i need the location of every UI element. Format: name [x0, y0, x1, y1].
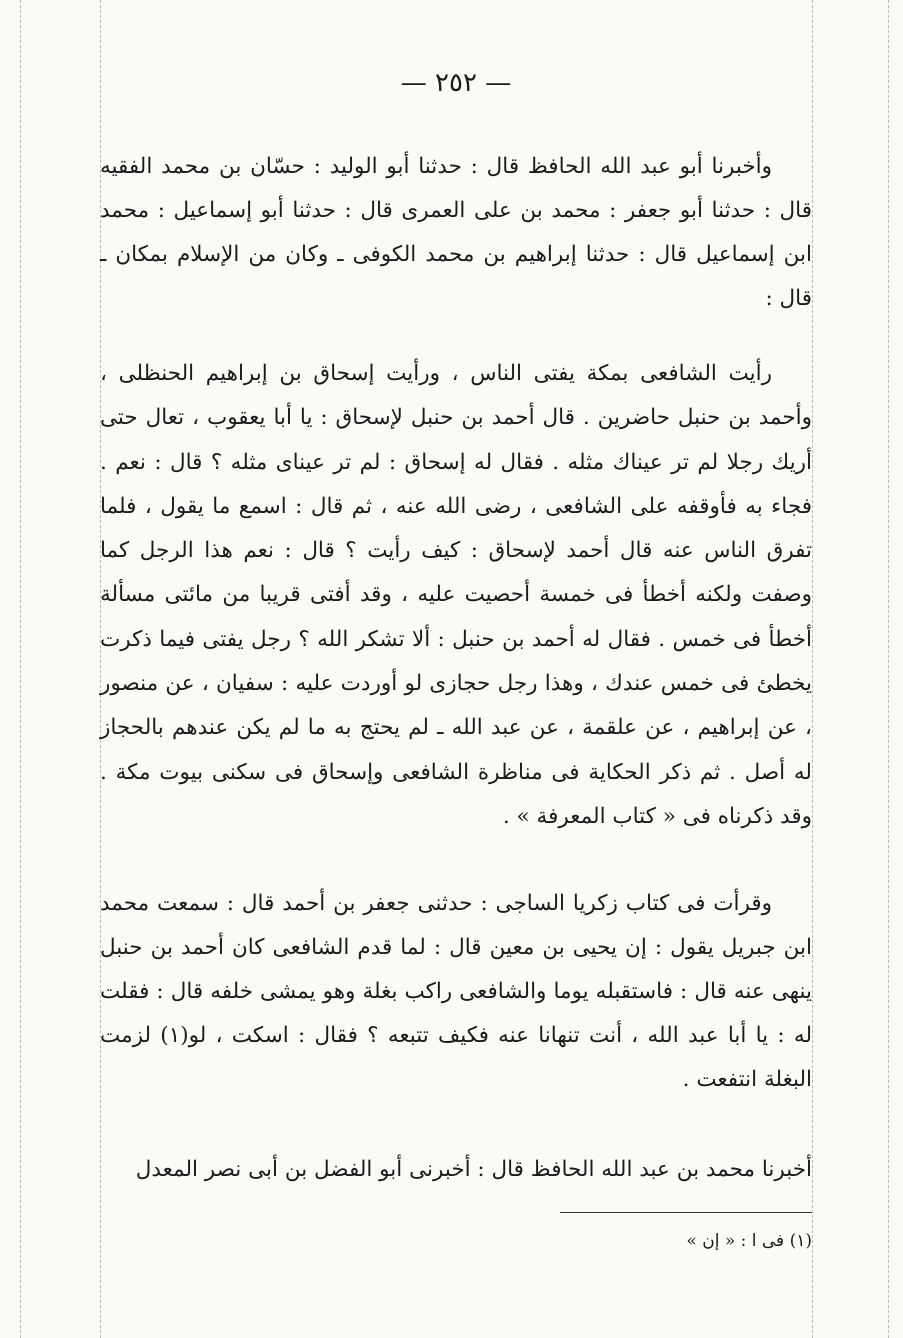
- paragraph-text: أخبرنا محمد بن عبد الله الحافظ قال : أخبرنى أبو الفضل بن أبى نصر المعدل: [135, 1157, 812, 1182]
- paragraph-text: رأيت الشافعى بمكة يفتى الناس ، ورأيت إسحاق بن إبراهيم الحنظلى ، وأحمد بن حنبل حاضرين . قال أحمد بن حنبل لإسحاق : يا أبا يعقوب ، تعال حتى أريك رجلا لم تر عيناك مثله . فقال له إسحاق : لم تر عيناى مثله ؟ قال : نعم . فجاء به فأوقفه على الشافعى ، رضى الله عنه ، ثم قال : اسمع ما يقول ، فلما تفرق الناس عنه قال أحمد لإسحاق : كيف رأيت ؟ قال : نعم هذا الرجل كما وصفت ولكنه أخطأ فى خمسة أحصيت عليه ، وقد أفتى قريبا من مائتى مسألة أخطأ فى خمس . فقال له أحمد بن حنبل : ألا تشكر الله ؟ رجل يفتى فيما ذكرت يخطئ فى خمس عندك ، وهذا رجل حجازى لو أوردت عليه : سفيان ، عن منصور ، عن إبراهيم ، عن علقمة ، عن عبد الله ـ لم يحتج به ما لم يكن عندهم بالحجاز له أصل . ثم ذكر الحكاية فى مناظرة الشافعى وإسحاق فى سكنى بيوت مكة . وقد ذكرناه فى « كتاب المعرفة » .: [100, 361, 812, 829]
- paragraph-text: وأخبرنا أبو عبد الله الحافظ قال : حدثنا أبو الوليد : حسّان بن محمد الفقيه قال : حدثنا أبو جعفر : محمد بن على العمرى قال : حدثنا أبو إسماعيل : محمد ابن إسماعيل قال : حدثنا إبراهيم بن محمد الكوفى ـ وكان من الإسلام بمكان ـ قال :: [100, 154, 812, 311]
- book-page: [100, 0, 812, 1338]
- footnote: (١) فى ا : « إن »: [686, 1231, 812, 1251]
- scan-guide-line: [812, 0, 813, 1338]
- page-number: — ٢٥٢ —: [400, 68, 512, 98]
- paragraph-narration: [100, 352, 812, 839]
- paragraph-isnad-2: [100, 1148, 812, 1192]
- footnote-divider: [560, 1212, 812, 1213]
- scan-guide-line: [20, 0, 21, 1338]
- scan-guide-line: [888, 0, 889, 1338]
- paragraph-text: وقرأت فى كتاب زكريا الساجى : حدثنى جعفر بن أحمد قال : سمعت محمد ابن جبريل يقول : إن يحيى بن معين قال : لما قدم الشافعى كان أحمد بن حنبل ينهى عنه قال : فاستقبله يوما والشافعى راكب بغلة وهو يمشى خلفه قال : فقلت له : يا أبا عبد الله ، أنت تنهانا عنه فكيف تتبعه ؟ فقال : اسكت ، لو(١) لزمت البغلة انتفعت .: [100, 891, 812, 1092]
- paragraph-sajee-report: [100, 882, 812, 1102]
- paragraph-isnad-1: [100, 145, 812, 321]
